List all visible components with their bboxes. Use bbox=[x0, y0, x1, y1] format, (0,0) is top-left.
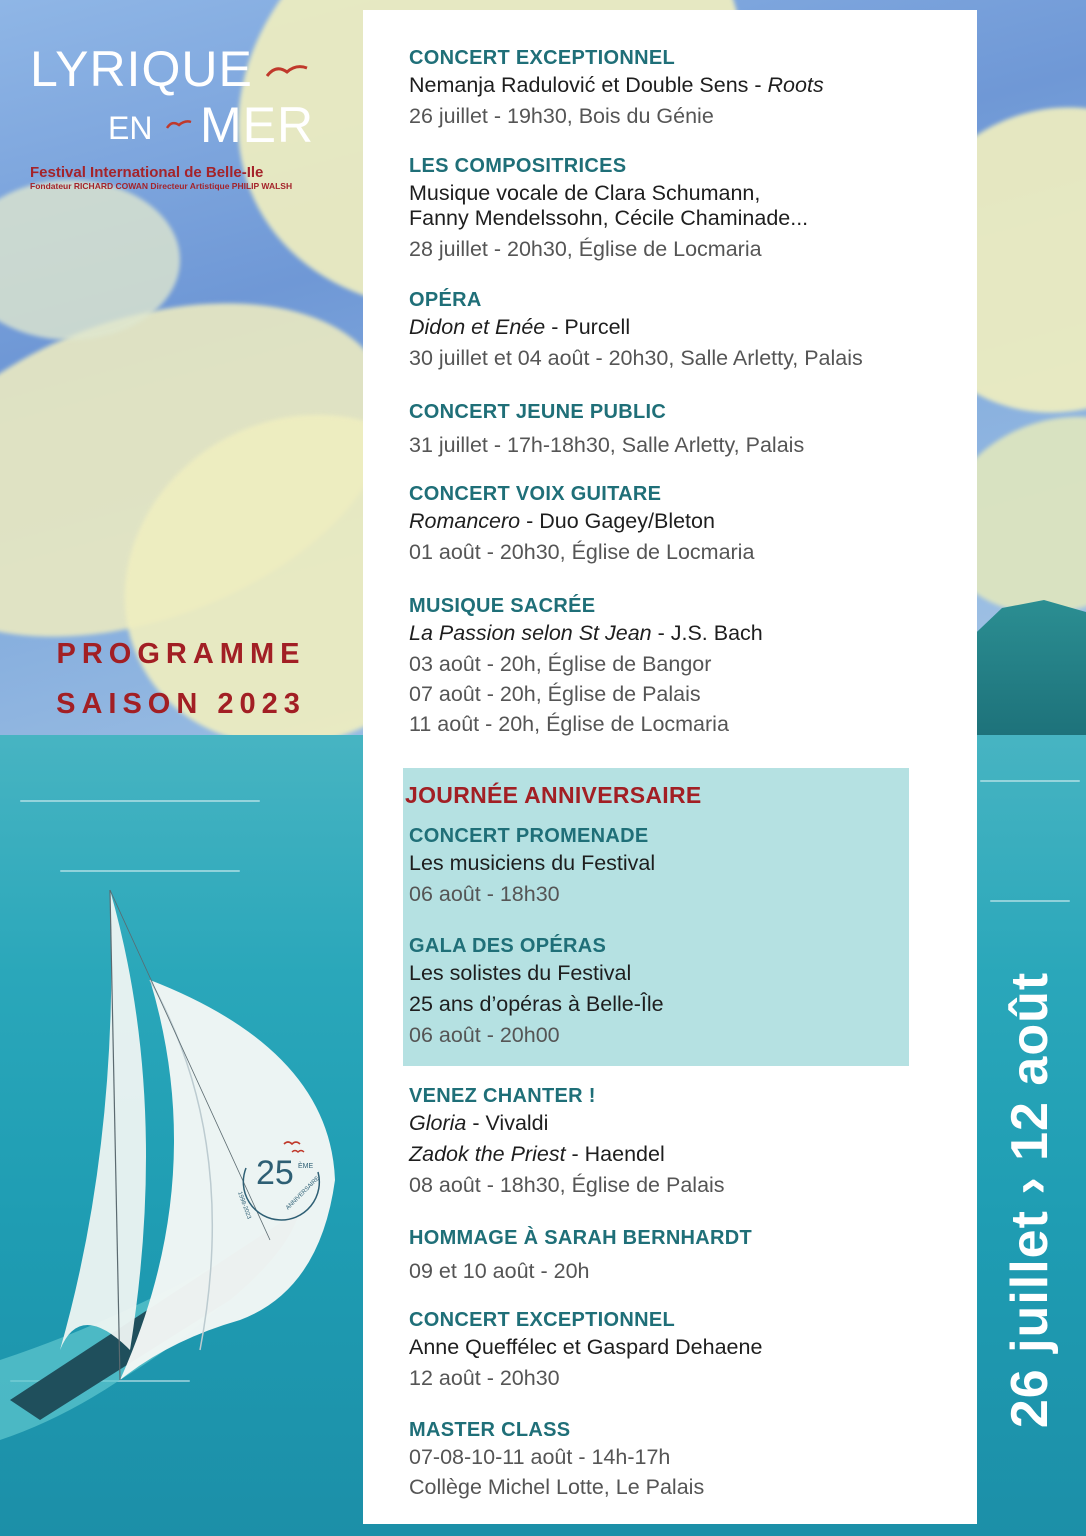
event-title: LES COMPOSITRICES bbox=[409, 155, 627, 177]
event-program: La Passion selon St Jean - J.S. Bach bbox=[409, 621, 763, 645]
event-work: Didon et Enée bbox=[409, 315, 546, 339]
event-les-compositrices bbox=[409, 154, 969, 264]
festival-credits: Fondateur RICHARD COWAN Directeur Artistique PHILIP WALSH bbox=[30, 181, 293, 191]
wave bbox=[60, 870, 240, 872]
event-title: HOMMAGE À SARAH BERNHARDT bbox=[409, 1227, 753, 1249]
event-date: 30 juillet et 04 août - 20h30, Salle Arletty, Palais bbox=[409, 346, 863, 370]
wave bbox=[990, 900, 1070, 902]
event-title: CONCERT VOIX GUITARE bbox=[409, 483, 662, 505]
event-title: OPÉRA bbox=[409, 289, 482, 311]
seagull-icon bbox=[284, 1142, 300, 1144]
event-title: GALA DES OPÉRAS bbox=[409, 935, 607, 957]
event-hommage-sarah-bernhardt bbox=[409, 1226, 969, 1286]
logo-lyrique: LYRIQUE bbox=[30, 41, 253, 97]
event-program: Romancero - Duo Gagey/Bleton bbox=[409, 509, 715, 533]
event-work: Gloria bbox=[409, 1111, 467, 1135]
event-concert-voix-guitare bbox=[409, 482, 969, 567]
anniversary-title: JOURNÉE ANNIVERSAIRE bbox=[405, 782, 702, 808]
festival-subtitle: Festival International de Belle-Ile bbox=[30, 164, 264, 181]
badge-label: ANNIVERSAIRE bbox=[285, 1175, 322, 1212]
event-date: 07 août - 20h, Église de Palais bbox=[409, 682, 701, 706]
seagull-icon bbox=[266, 62, 308, 80]
event-title: CONCERT PROMENADE bbox=[409, 825, 649, 847]
logo-mer: MER bbox=[200, 97, 315, 153]
event-date: 01 août - 20h30, Église de Locmaria bbox=[409, 540, 755, 564]
event-date: 07-08-10-11 août - 14h-17h bbox=[409, 1445, 671, 1469]
event-program: Didon et Enée - Purcell bbox=[409, 315, 631, 339]
event-line: Les solistes du Festival bbox=[409, 961, 632, 985]
event-date: 06 août - 20h00 bbox=[409, 1023, 560, 1047]
anniversary-badge bbox=[226, 1140, 336, 1230]
event-work: Romancero bbox=[409, 509, 521, 533]
event-concert-exceptionnel-2 bbox=[409, 1308, 969, 1393]
event-date: 12 août - 20h30 bbox=[409, 1366, 560, 1390]
event-program: Zadok the Priest - Haendel bbox=[409, 1142, 665, 1166]
event-gala-des-operas bbox=[409, 934, 969, 1050]
event-opera bbox=[409, 288, 969, 373]
event-date: 31 juillet - 17h-18h30, Salle Arletty, Palais bbox=[409, 433, 805, 457]
event-work: La Passion selon St Jean bbox=[409, 621, 652, 645]
seagull-icon bbox=[166, 118, 192, 130]
event-work: Roots bbox=[767, 73, 824, 97]
event-line: Fanny Mendelssohn, Cécile Chaminade... bbox=[409, 206, 809, 230]
seagull-icon bbox=[292, 1151, 304, 1153]
event-date: 03 août - 20h, Église de Bangor bbox=[409, 652, 712, 676]
badge-number: 25 bbox=[256, 1154, 294, 1192]
event-title: MUSIQUE SACRÉE bbox=[409, 595, 596, 617]
event-title: CONCERT JEUNE PUBLIC bbox=[409, 401, 667, 423]
event-title: CONCERT EXCEPTIONNEL bbox=[409, 1309, 676, 1331]
event-date: 06 août - 18h30 bbox=[409, 882, 560, 906]
event-line: Anne Queffélec et Gaspard Dehaene bbox=[409, 1335, 763, 1359]
event-title: MASTER CLASS bbox=[409, 1419, 571, 1441]
event-program: Gloria - Vivaldi bbox=[409, 1111, 549, 1135]
event-title: VENEZ CHANTER ! bbox=[409, 1085, 596, 1107]
festival-dates: 26 juillet › 12 août bbox=[1001, 971, 1059, 1429]
event-date: 26 juillet - 19h30, Bois du Génie bbox=[409, 104, 714, 128]
event-line: Les musiciens du Festival bbox=[409, 851, 656, 875]
wave bbox=[20, 800, 260, 802]
event-venez-chanter bbox=[409, 1084, 969, 1200]
badge-years: 1998-2023 bbox=[236, 1190, 252, 1221]
badge-suffix: ÈME bbox=[298, 1163, 314, 1170]
event-concert-exceptionnel bbox=[409, 46, 969, 131]
wave bbox=[980, 780, 1080, 782]
event-date: 11 août - 20h, Église de Locmaria bbox=[409, 712, 729, 736]
logo-en: EN bbox=[108, 110, 153, 146]
event-master-class bbox=[409, 1418, 969, 1502]
event-artist: Nemanja Radulović et Double Sens - Roots bbox=[409, 73, 824, 97]
event-line: Musique vocale de Clara Schumann, bbox=[409, 181, 761, 205]
event-place: Collège Michel Lotte, Le Palais bbox=[409, 1475, 705, 1499]
programme-panel bbox=[363, 10, 977, 1524]
event-musique-sacree bbox=[409, 594, 969, 739]
event-date: 08 août - 18h30, Église de Palais bbox=[409, 1173, 725, 1197]
jib-sail bbox=[60, 890, 146, 1350]
event-concert-jeune-public bbox=[409, 400, 969, 460]
event-concert-promenade bbox=[409, 824, 969, 909]
event-date: 09 et 10 août - 20h bbox=[409, 1259, 590, 1283]
event-title: CONCERT EXCEPTIONNEL bbox=[409, 47, 676, 69]
season-title: SAISON 2023 bbox=[56, 688, 306, 720]
event-date: 28 juillet - 20h30, Église de Locmaria bbox=[409, 237, 762, 261]
event-line: 25 ans d’opéras à Belle-Île bbox=[409, 992, 664, 1016]
programme-title: PROGRAMME bbox=[56, 638, 306, 670]
event-work: Zadok the Priest bbox=[409, 1142, 566, 1166]
